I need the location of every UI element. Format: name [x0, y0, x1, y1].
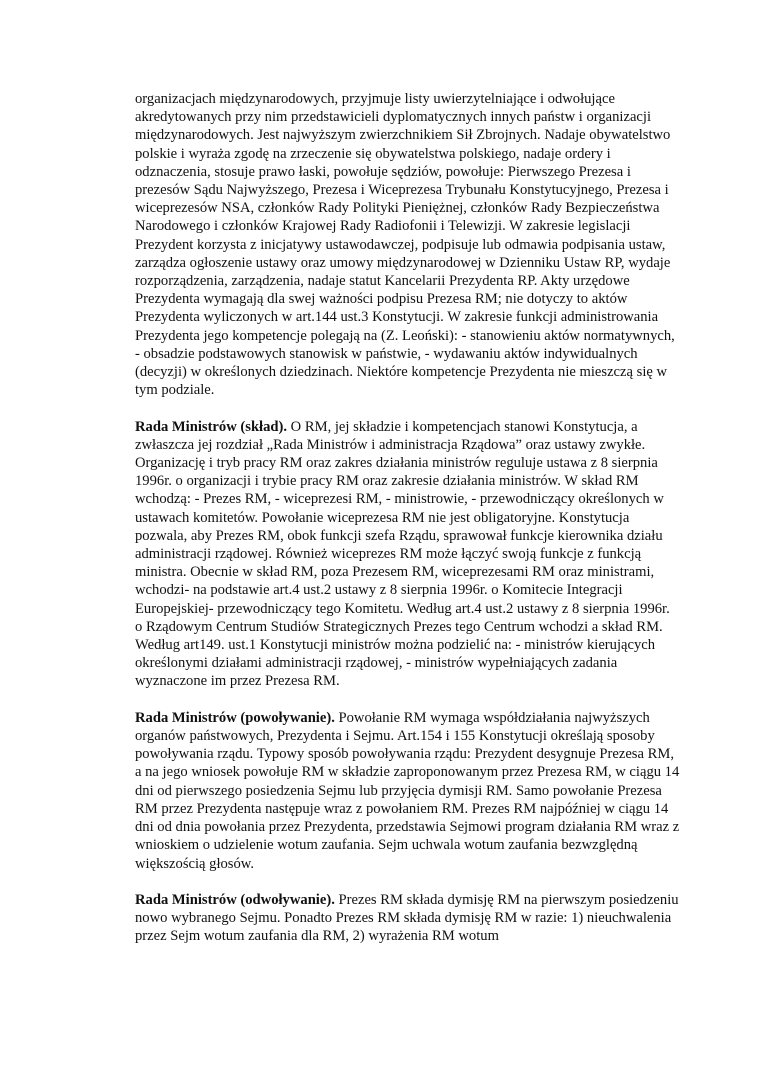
paragraph-text: O RM, jej składzie i kompetencjach stanowi Konstytucja, a zwłaszcza jej rozdział „Rada Ministrów i administracja Rządowa” oraz ustawy zwykłe. Organizację i tryb pracy RM oraz zakres działania ministrów reguluje ustawa z 8 sierpnia 1996r. o organizacji i trybie pracy RM oraz zakresie działania ministrów. W skład RM wchodzą: - Prezes RM, - wiceprezesi RM, - ministrowie, - przewodniczący określonych w ustawach komitetów. Powołanie wiceprezesa RM nie jest obligatoryjne. Konstytucja pozwala, aby Prezes RM, obok funkcji szefa Rządu, sprawował funkcje kierownika działu administracji rządowej. Również wiceprezes RM może łączyć swoją funkcje z funkcją ministra. Obecnie w skład RM, poza Prezesem RM, wiceprezesami RM oraz ministrami, wchodzi- na podstawie art.4 ust.2 ustawy z 8 sierpnia 1996r. o Komitecie Integracji Europejskiej- przewodniczący tego Komitetu. Według art.4 ust.2 ustawy z 8 sierpnia 1996r. o Rządowym Centrum Studiów Strategicznych Prezes tego Centrum wchodzi a skład RM. Według art149. ust.1 Konstytucji ministrów można podzielić na: - ministrów kierujących określonymi działami administracji rządowej, - ministrów wypełniających zadania wyznaczone im przez Prezesa RM.: [135, 418, 670, 690]
paragraph-president-competences: [135, 90, 680, 399]
paragraph-heading: Rada Ministrów (powoływanie).: [135, 709, 335, 726]
paragraph-text: organizacjach międzynarodowych, przyjmuje listy uwierzytelniające i odwołujące akredytowanych przy nim przedstawicieli dyplomatycznych innych państw i organizacji międzynarodowych. Jest najwyższym zwierzchnikiem Sił Zbrojnych. Nadaje obywatelstwo polskie i wyraża zgodę na zrzeczenie się obywatelstwa polskiego, nadaje ordery i odznaczenia, stosuje prawo łaski, powołuje sędziów, powołuje: Pierwszego Prezesa i prezesów Sądu Najwyższego, Prezesa i Wiceprezesa Trybunału Konstytucyjnego, Prezesa i wiceprezesów NSA, członków Rady Polityki Pieniężnej, członków Rady Bezpieczeństwa Narodowego i członków Krajowej Rady Radiofonii i Telewizji. W zakresie legislacji Prezydent korzysta z inicjatywy ustawodawczej, podpisuje lub odmawia podpisania ustaw, zarządza ogłoszenie ustawy oraz umowy międzynarodowej w Dzienniku Ustaw RP, wydaje rozporządzenia, zarządzenia, nadaje statut Kancelarii Prezydenta RP. Akty urzędowe Prezydenta wymagają dla swej ważności podpisu Prezesa RM; nie dotyczy to aktów Prezydenta wyliczonych w art.144 ust.3 Konstytucji. W zakresie funkcji administrowania Prezydenta jego kompetencje polegają na (Z. Leoński): - stanowieniu aktów normatywnych, - obsadzie podstawowych stanowisk w państwie, - wydawaniu aktów indywidualnych (decyzji) w określonych dziedzinach. Niektóre kompetencje Prezydenta nie mieszczą się w tym podziale.: [135, 91, 675, 399]
paragraph-heading: Rada Ministrów (skład).: [135, 418, 288, 435]
paragraph-rm-powolywanie: [135, 709, 680, 873]
paragraph-rm-odwolywanie: [135, 891, 680, 946]
paragraph-rm-sklad: [135, 418, 680, 691]
document-page: [135, 90, 680, 964]
paragraph-text: Prezes RM składa dymisję RM na pierwszym posiedzeniu nowo wybranego Sejmu. Ponadto Prezes RM składa dymisję RM w razie: 1) nieuchwalenia przez Sejm wotum zaufania dla RM, 2) wyrażenia RM wotum: [135, 891, 679, 945]
paragraph-text: Powołanie RM wymaga współdziałania najwyższych organów państwowych, Prezydenta i Sejmu. Art.154 i 155 Konstytucji określają sposoby powoływania rządu. Typowy sposób powoływania rządu: Prezydent desygnuje Prezesa RM, a na jego wniosek powołuje RM w składzie zaproponowanym przez Prezesa RM, w ciągu 14 dni od pierwszego posiedzenia Sejmu lub przyjęcia dymisji RM. Samo powołanie Prezesa RM przez Prezydenta następuje wraz z powołaniem RM. Prezes RM najpóźniej w ciągu 14 dni od dnia powołania przez Prezydenta, przedstawia Sejmowi program działania RM wraz z wnioskiem o udzielenie wotum zaufania. Sejm uchwala wotum zaufania bezwzględną większością głosów.: [135, 709, 680, 872]
paragraph-heading: Rada Ministrów (odwoływanie).: [135, 891, 335, 908]
